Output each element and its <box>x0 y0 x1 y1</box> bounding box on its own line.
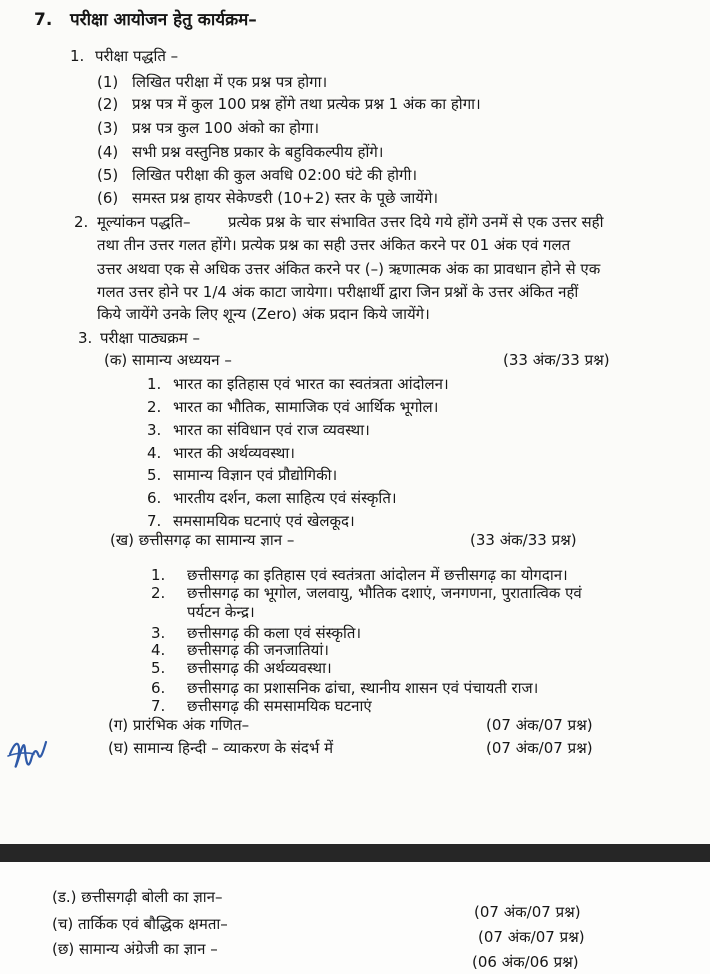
item-text: भारत की अर्थव्यवस्था। <box>173 444 295 462</box>
page-separator <box>0 844 710 862</box>
item-number: 6. <box>147 489 162 507</box>
section-title: परीक्षा आयोजन हेतु कार्यक्रम– <box>70 10 257 30</box>
item-text-continuation: पर्यटन केन्द्र। <box>187 603 255 621</box>
syllabus-number: 3. <box>78 329 93 347</box>
english-heading: (छ) सामान्य अंग्रेजी का ज्ञान – <box>52 940 218 958</box>
dialect-marks: (07 अंक/07 प्रश्न) <box>474 903 581 921</box>
reasoning-heading: (च) तार्किक एवं बौद्धिक क्षमता– <box>52 915 228 933</box>
item-text: भारत का संविधान एवं राज व्यवस्था। <box>173 421 370 439</box>
item-text: छत्तीसगढ़ का प्रशासनिक ढांचा, स्थानीय शासन एवं पंचायती राज। <box>187 679 539 697</box>
signature-mark <box>6 726 50 776</box>
item-text: छत्तीसगढ़ का इतिहास एवं स्वतंत्रता आंदोलन में छत्तीसगढ़ का योगदान। <box>187 566 568 584</box>
item-number: (3) <box>97 119 119 137</box>
item-number: 5. <box>151 659 166 677</box>
general-studies-heading: (क) सामान्य अध्ययन – <box>104 351 232 369</box>
method-number: 1. <box>70 47 85 65</box>
item-text: छत्तीसगढ़ की अर्थव्यवस्था। <box>187 659 332 677</box>
item-number: (1) <box>97 73 119 91</box>
item-number: 7. <box>151 697 166 715</box>
item-text: समसामयिक घटनाएं एवं खेलकूद। <box>173 512 355 530</box>
item-number: (6) <box>97 189 119 207</box>
item-number: 6. <box>151 679 166 697</box>
item-number: 5. <box>147 466 162 484</box>
chhattisgarh-gk-marks: (33 अंक/33 प्रश्न) <box>470 531 577 549</box>
item-number: 7. <box>147 512 162 530</box>
evaluation-line: किये जायेंगे उनके लिए शून्य (Zero) अंक प्रदान किये जायेंगे। <box>97 305 430 323</box>
hindi-marks: (07 अंक/07 प्रश्न) <box>486 739 593 757</box>
reasoning-marks: (07 अंक/07 प्रश्न) <box>478 928 585 946</box>
item-number: 3. <box>147 421 162 439</box>
item-text: लिखित परीक्षा में एक प्रश्न पत्र होगा। <box>132 73 328 91</box>
general-studies-marks: (33 अंक/33 प्रश्न) <box>503 351 610 369</box>
evaluation-line: गलत उत्तर होने पर 1/4 अंक काटा जायेगा। परीक्षार्थी द्वारा जिन प्रश्नों के उत्तर अंकित नहीं <box>97 283 579 301</box>
item-number: 1. <box>147 375 162 393</box>
evaluation-line: तथा तीन उत्तर गलत होंगे। प्रत्येक प्रश्न का सही उत्तर अंकित करने पर 01 अंक एवं गलत <box>97 236 571 254</box>
item-text: सामान्य विज्ञान एवं प्रौद्योगिकी। <box>173 466 338 484</box>
item-number: 2. <box>147 398 162 416</box>
arithmetic-heading: (ग) प्रारंभिक अंक गणित– <box>108 716 250 734</box>
item-number: 4. <box>147 444 162 462</box>
item-text: भारत का भौतिक, सामाजिक एवं आर्थिक भूगोल। <box>173 398 439 416</box>
item-text: समस्त प्रश्न हायर सेकेण्डरी (10+2) स्तर के पूछे जायेंगे। <box>132 189 439 207</box>
evaluation-line: प्रत्येक प्रश्न के चार संभावित उत्तर दिये गये होंगे उनमें से एक उत्तर सही <box>228 213 604 231</box>
item-text: प्रश्न पत्र में कुल 100 प्रश्न होंगे तथा प्रत्येक प्रश्न 1 अंक का होगा। <box>132 95 481 113</box>
item-text: छत्तीसगढ़ की जनजातियां। <box>187 641 329 659</box>
item-number: 2. <box>151 584 166 602</box>
method-title: परीक्षा पद्धति – <box>95 47 179 65</box>
evaluation-number: 2. <box>74 213 89 231</box>
item-text: भारत का इतिहास एवं भारत का स्वतंत्रता आंदोलन। <box>173 375 449 393</box>
item-text: छत्तीसगढ़ की कला एवं संस्कृति। <box>187 624 362 642</box>
evaluation-line: उत्तर अथवा एक से अधिक उत्तर अंकित करने पर (–) ऋणात्मक अंक का प्रावधान होने से एक <box>97 260 601 278</box>
chhattisgarh-gk-heading: (ख) छत्तीसगढ़ का सामान्य ज्ञान – <box>110 531 295 549</box>
item-number: (2) <box>97 95 119 113</box>
item-number: 1. <box>151 566 166 584</box>
item-text: छत्तीसगढ़ की समसामयिक घटनाएं <box>187 697 372 715</box>
syllabus-title: परीक्षा पाठ्यक्रम – <box>100 329 201 347</box>
item-number: (4) <box>97 143 119 161</box>
item-number: 3. <box>151 624 166 642</box>
arithmetic-marks: (07 अंक/07 प्रश्न) <box>486 716 593 734</box>
item-text: सभी प्रश्न वस्तुनिष्ठ प्रकार के बहुविकल्पीय होंगे। <box>132 143 384 161</box>
item-text: लिखित परीक्षा की कुल अवधि 02:00 घंटे की होगी। <box>132 166 418 184</box>
dialect-heading: (ड.) छत्तीसगढ़ी बोली का ज्ञान– <box>52 888 223 906</box>
hindi-heading: (घ) सामान्य हिन्दी – व्याकरण के संदर्भ में <box>108 739 334 757</box>
item-number: (5) <box>97 166 119 184</box>
section-number: 7. <box>34 10 53 30</box>
item-text: भारतीय दर्शन, कला साहित्य एवं संस्कृति। <box>173 489 397 507</box>
item-text: छत्तीसगढ़ का भूगोल, जलवायु, भौतिक दशाएं, जनगणना, पुरातात्विक एवं <box>187 584 582 602</box>
item-number: 4. <box>151 641 166 659</box>
item-text: प्रश्न पत्र कुल 100 अंको का होगा। <box>132 119 320 137</box>
english-marks: (06 अंक/06 प्रश्न) <box>472 953 579 971</box>
evaluation-title: मूल्यांकन पद्धति– <box>97 213 191 231</box>
